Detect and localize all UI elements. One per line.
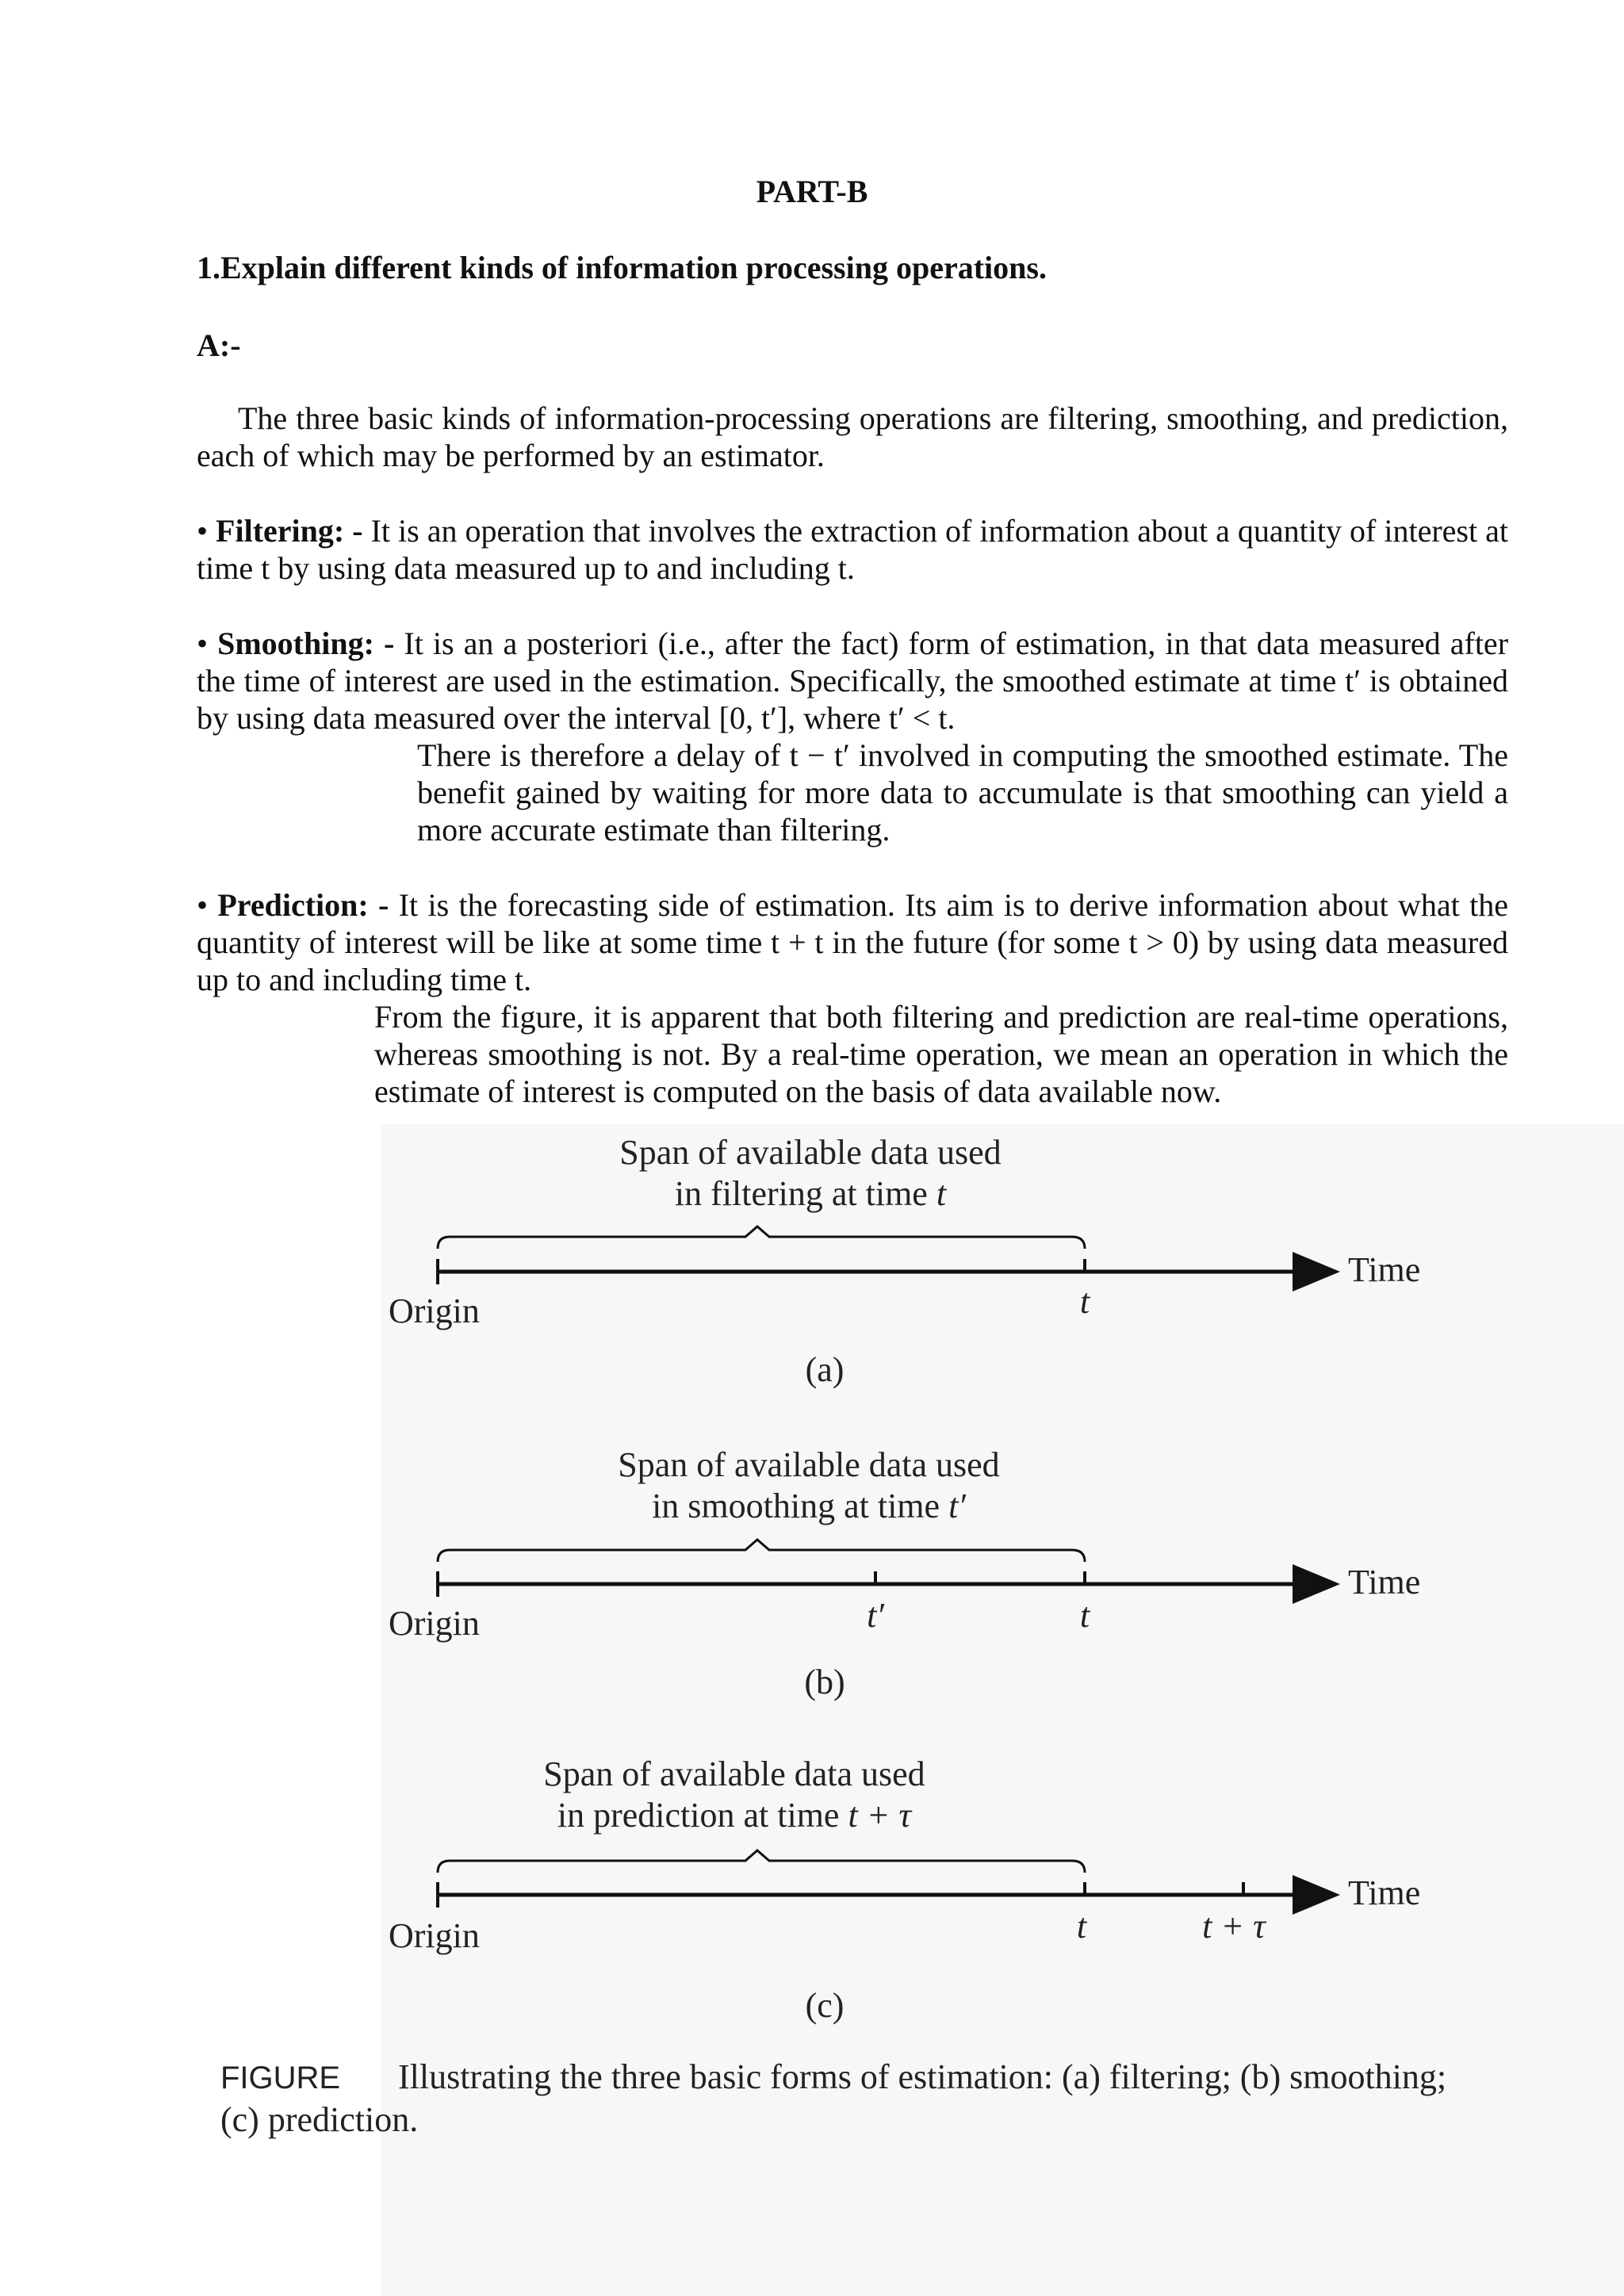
panel-b: [389, 1445, 1420, 1701]
panel-c: [389, 1755, 1420, 2025]
panel-c-span-line2: in prediction at time t + τ: [557, 1796, 912, 1835]
figure-caption: [220, 2057, 1446, 2139]
answer-label: A:-: [197, 327, 241, 363]
panel-a-brace: [438, 1226, 1085, 1249]
panel-a-origin-label: Origin: [389, 1292, 480, 1330]
panel-c-origin-label: Origin: [389, 1916, 480, 1955]
figure-caption-text2: (c) prediction.: [220, 2100, 419, 2139]
panel-c-axis-label: Time: [1348, 1873, 1421, 1912]
panel-a-axis-label: Time: [1348, 1250, 1421, 1289]
smoothing-continuation-text: There is therefore a delay of t − t′ involved in computing the smoothed estimate. The benefit gained by waiting for more data to accumulate is that smoothing can yield a more accurate estimate than filtering.: [417, 737, 1508, 848]
panel-b-caption: (b): [804, 1663, 845, 1701]
panel-a-t-label: t: [1079, 1282, 1090, 1321]
section-heading: PART-B: [756, 174, 868, 209]
panel-b-span-line2: in smoothing at time t′: [652, 1487, 966, 1525]
bullet-icon: •: [197, 513, 209, 549]
prediction-term: Prediction: -: [217, 887, 389, 923]
panel-a-span-line2: in filtering at time t: [674, 1174, 947, 1213]
panel-a-caption: (a): [805, 1350, 845, 1389]
panel-a: [389, 1133, 1420, 1389]
panel-c-caption: (c): [805, 1986, 845, 2025]
panel-c-span-line1: Span of available data used: [543, 1755, 925, 1793]
panel-b-brace: [438, 1540, 1085, 1562]
panel-c-ttau-label: t + τ: [1202, 1907, 1266, 1946]
panel-c-t-label: t: [1076, 1907, 1087, 1946]
prediction-body: It is the forecasting side of estimation. Its aim is to derive information about what the quantity of interest will be like at some time t + t in the future (for some t > 0) by using data measured up to and including time t.: [197, 887, 1509, 997]
filtering-term: Filtering: -: [216, 513, 363, 549]
figure-caption-word: FIGURE: [220, 2061, 341, 2095]
question-title: 1.Explain different kinds of information processing operations.: [197, 250, 1047, 285]
smoothing-term: Smoothing: -: [217, 626, 395, 661]
intro-text: The three basic kinds of information-processing operations are filtering, smoothing, and prediction, each of which may be performed by an estimator.: [197, 400, 1508, 473]
panel-b-t-label: t: [1079, 1596, 1090, 1635]
bullet-icon: •: [197, 626, 209, 661]
prediction-continuation-text: From the figure, it is apparent that both filtering and prediction are real-time operations, whereas smoothing is not. By a real-time operation, we mean an operation in which the estimate of interest is computed on the basis of data available now.: [374, 999, 1508, 1109]
panel-b-axis-label: Time: [1348, 1563, 1421, 1601]
bullet-icon: •: [197, 887, 209, 923]
panel-b-tprime-label: t′: [867, 1596, 884, 1635]
filtering-body: It is an operation that involves the extraction of information about a quantity of interest at time t by using data measured up to and including t.: [197, 513, 1508, 586]
panel-a-span-line1: Span of available data used: [619, 1133, 1002, 1172]
panel-b-span-line1: Span of available data used: [618, 1445, 1000, 1484]
panel-b-origin-label: Origin: [389, 1604, 480, 1643]
figure-caption-text: Illustrating the three basic forms of estimation: (a) filtering; (b) smoothing;: [398, 2057, 1447, 2096]
panel-c-brace: [438, 1850, 1085, 1873]
smoothing-body: It is an a posteriori (i.e., after the fact) form of estimation, in that data measured after the time of interest are used in the estimation. Specifically, the smoothed estimate at time t′ is obtained by using data measured over the interval [0, t′], where t′ < t.: [197, 626, 1509, 736]
